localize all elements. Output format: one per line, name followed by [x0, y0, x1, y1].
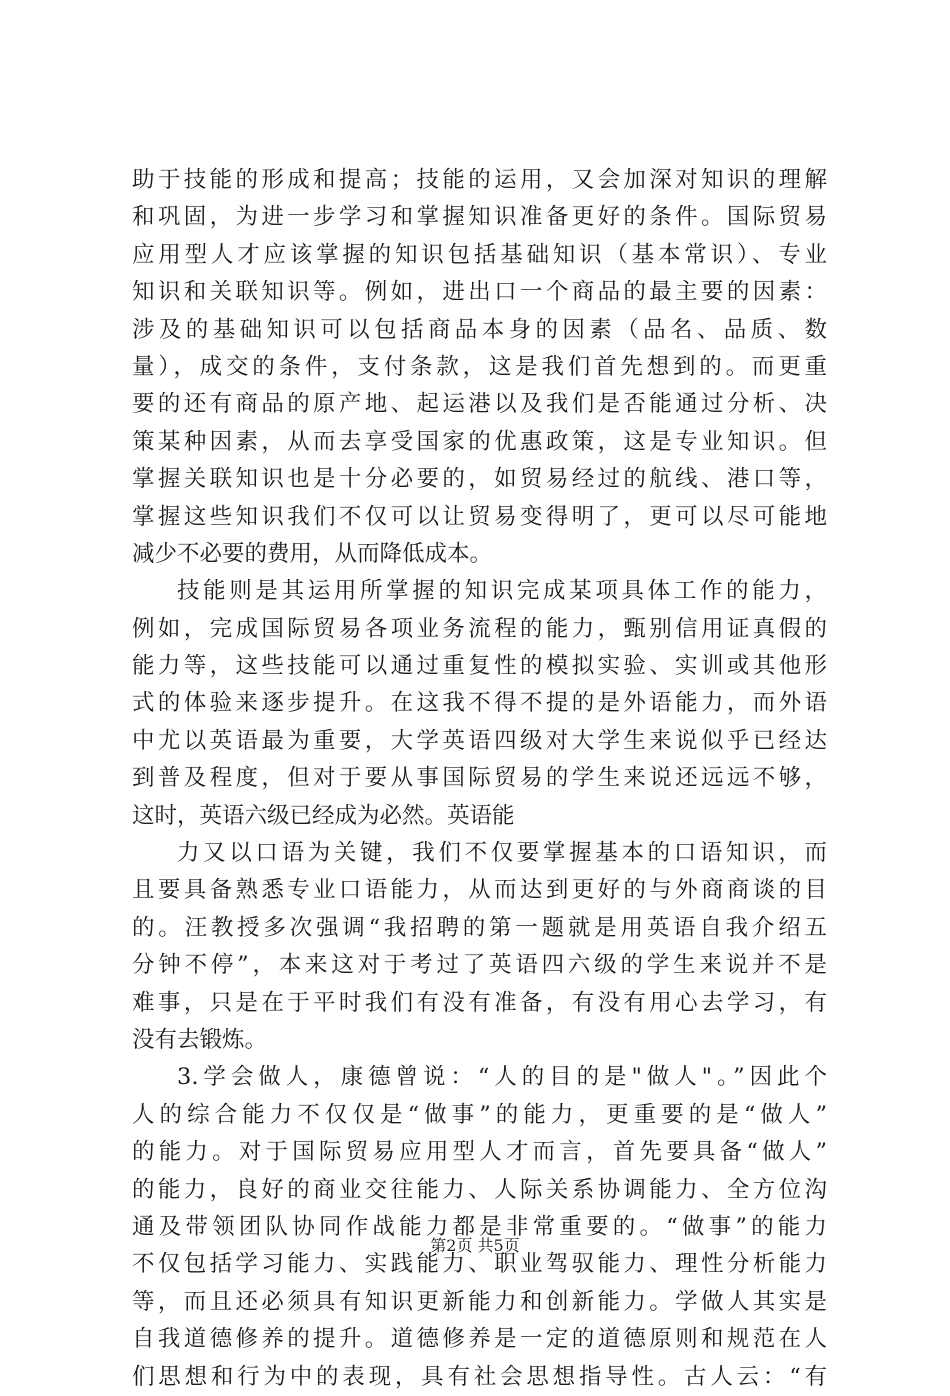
text-line: 中尤以英语最为重要，大学英语四级对大学生来说似乎已经达	[132, 727, 827, 754]
page-footer: 第2页 共5页	[430, 1236, 520, 1255]
text-line: 且要具备熟悉专业口语能力，从而达到更好的与外商商谈的目	[132, 877, 827, 904]
text-line: 掌握关联知识也是十分必要的，如贸易经过的航线、港口等，	[132, 466, 827, 493]
text-line: 量），成交的条件，支付条款，这是我们首先想到的。而更重	[132, 353, 827, 380]
text-line: 的能力，良好的商业交往能力、人际关系协调能力、全方位沟	[132, 1176, 827, 1203]
text-line: 能力等，这些技能可以通过重复性的模拟实验、实训或其他形	[132, 653, 827, 680]
text-line: 分钟不停”，本来这对于考过了英语四六级的学生来说并不是	[132, 952, 827, 979]
text-line: 和巩固，为进一步学习和掌握知识准备更好的条件。国际贸易	[132, 204, 827, 231]
text-line: 人的综合能力不仅仅是“做事”的能力，更重要的是“做人”	[132, 1101, 827, 1128]
text-line: 这时，英语六级已经成为必然。英语能	[132, 802, 515, 829]
text-line: 不仅包括学习能力、实践能力、职业驾驭能力、理性分析能力	[132, 1251, 827, 1278]
text-line: 式的体验来逐步提升。在这我不得不提的是外语能力，而外语	[132, 690, 827, 717]
text-line: 助于技能的形成和提高；技能的运用，又会加深对知识的理解	[132, 167, 827, 193]
text-line: 减少不必要的费用，从而降低成本。	[132, 540, 493, 567]
text-line: 们思想和行为中的表现，具有社会思想指导性。古人云：“有	[132, 1363, 827, 1390]
text-line: 的。汪教授多次强调“我招聘的第一题就是用英语自我介绍五	[132, 914, 827, 941]
text-line: 要的还有商品的原产地、起运港以及我们是否能通过分析、决	[132, 391, 827, 418]
text-line: 策某种因素，从而去享受国家的优惠政策，这是专业知识。但	[132, 428, 827, 455]
text-line: 自我道德修养的提升。道德修养是一定的道德原则和规范在人	[132, 1326, 827, 1353]
text-line: 到普及程度，但对于要从事国际贸易的学生来说还远远不够，	[132, 765, 827, 792]
text-line: 掌握这些知识我们不仅可以让贸易变得明了，更可以尽可能地	[132, 503, 827, 530]
document-body	[132, 162, 827, 1396]
text-line: 难事，只是在于平时我们有没有准备，有没有用心去学习，有	[132, 989, 827, 1016]
text-line: 应用型人才应该掌握的知识包括基础知识（基本常识）、专业	[132, 241, 827, 268]
text-line: 技能则是其运用所掌握的知识完成某项具体工作的能力，	[177, 578, 827, 605]
text-line: 通及带领团队协同作战能力都是非常重要的。“做事”的能力	[132, 1213, 827, 1240]
text-line: 知识和关联知识等。例如，进出口一个商品的最主要的因素：	[132, 279, 827, 306]
text-line: 3.学会做人，康德曾说：“人的目的是"做人"。”因此个	[177, 1064, 827, 1091]
text-line: 等，而且还必须具有知识更新能力和创新能力。学做人其实是	[132, 1288, 827, 1315]
text-line: 涉及的基础知识可以包括商品本身的因素（品名、品质、数	[132, 316, 827, 343]
text-line: 没有去锻炼。	[132, 1026, 268, 1053]
text-line: 的能力。对于国际贸易应用型人才而言，首先要具备“做人”	[132, 1139, 827, 1166]
text-line: 力又以口语为关键，我们不仅要掌握基本的口语知识，而	[177, 840, 827, 867]
text-line: 例如，完成国际贸易各项业务流程的能力，甄别信用证真假的	[132, 615, 827, 642]
